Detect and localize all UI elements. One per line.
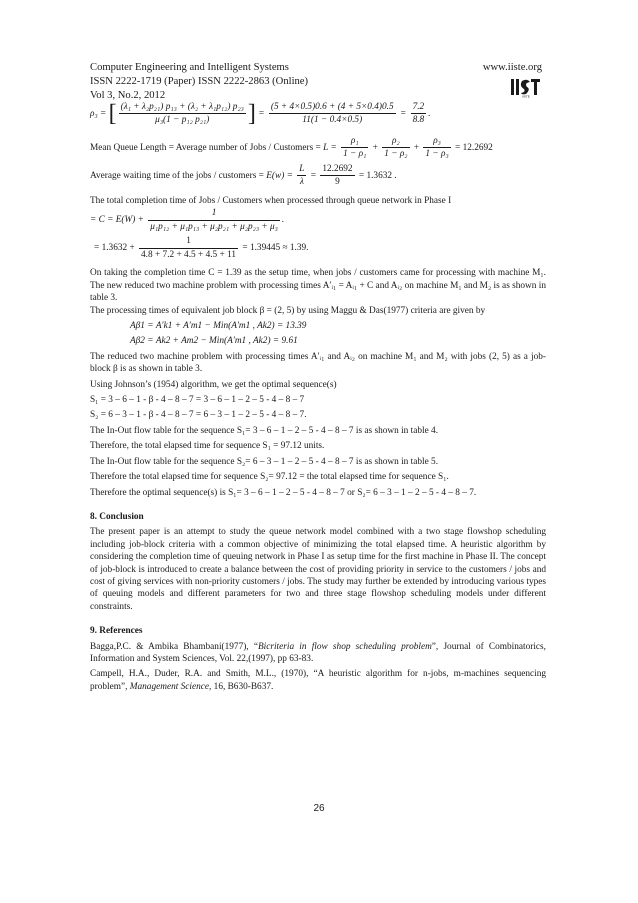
- rho3-fraction-value: [411, 101, 427, 127]
- mql-n2: ρ₂: [382, 135, 409, 148]
- mql-label: Mean Queue Length = Average number of Jobs / Customers =: [90, 143, 321, 154]
- tct2-num: 1: [139, 235, 238, 248]
- equation-a-beta2: Aβ2 = Ak2 + Am2 − Min(A′m1 , Ak2) = 9.61: [130, 336, 298, 347]
- awt-n1: L: [297, 163, 306, 176]
- total-completion-equation: [90, 207, 546, 235]
- sequence-s2: S₂ = 6 – 3 – 1 - β - 4 – 8 – 7 = 6 – 3 – 1 – 2 – 5 - 4 – 8 – 7.: [90, 410, 307, 421]
- awt-d1: λ: [299, 177, 304, 188]
- paragraph-setup-time: On taking the completion time C = 1.39 as the setup time, when jobs / customers came for processing with machine M₁. The new reduced two machine problem with processing times A′ᵢ₁ = Aᵢ₁ + C and Aᵢ₂ on machine M₁ and M₂ is as shown in table 3.: [90, 268, 546, 304]
- mean-queue-length-line: [90, 135, 546, 163]
- tct-den: μ₁p₁₂ + μ₁p₁₃ + μ₂p₂₁ + μ₂p₂₃ + μ₃: [150, 221, 278, 232]
- tct2-fraction: [139, 235, 238, 261]
- awt-d2: 9: [335, 177, 340, 188]
- rho3-fraction-symbolic: [119, 101, 246, 127]
- paragraph-reduced-problem: The reduced two machine problem with processing times A′ᵢ₁ and Aᵢ₂ on machine M₁ and M₂ with jobs (2, 5) as a job-block β is as shown in table 3.: [90, 351, 546, 375]
- mql-result: = 12.2692: [455, 143, 493, 154]
- volume-line: Vol 3, No.2, 2012: [90, 90, 166, 101]
- conclusion-heading: 8. Conclusion: [90, 511, 144, 522]
- rho3-numerator: (λ₁ + λ₂p₂₁) p₁₃ + (λ₂ + λ₁p₁₂) p₂₃: [119, 101, 246, 114]
- mql-n3: ρ₃: [423, 135, 450, 148]
- reference-campell-journal: Management Science: [129, 681, 210, 692]
- inout-table-s2: The In-Out flow table for the sequence S₂= 6 – 3 – 1 – 2 – 5 - 4 – 8 – 7 is as shown in table 5.: [90, 456, 439, 467]
- references-heading: 9. References: [90, 626, 143, 637]
- paragraph-job-block: The processing times of equivalent job block β = (2, 5) by using Maggu & Das(1977) criteria are given by: [90, 305, 486, 316]
- conclusion-text: The present paper is an attempt to study the queue network model combined with a two stage flowshop scheduling including job-block criteria with a common objective of minimizing the total elapsed time. A heuristic algorithm by considering the completion time of queuing network in Phase I as setup time for the first machine in Phase II. The concept of job-block is introduced to create a balance between the cost of providing priority in service to the customers / jobs and cost of giving services with non-priority customers / jobs. The study may further be extended by introducing various types of queuing models and different parameters for two and three stage flowshop scheduling models under different constraints.: [90, 527, 546, 612]
- mql-frac-3: [423, 135, 450, 161]
- mql-d2: 1 − ρ₂: [384, 149, 408, 160]
- total-completion-numeric: [90, 235, 546, 263]
- awt-Ew: E(w) =: [266, 171, 293, 182]
- elapsed-time-s1: Therefore, the total elapsed time for sequence S₁ = 97.12 units.: [90, 441, 325, 452]
- tct2-lhs: = 1.3632 +: [94, 243, 135, 254]
- awt-label: Average waiting time of the jobs / customers =: [90, 171, 264, 182]
- rho3-denominator: μ₃(1 − p₁₂ p₂₁): [155, 115, 210, 126]
- tct-lhs: = C = E(W) +: [90, 215, 144, 226]
- rho3-fraction-numeric: [269, 101, 396, 127]
- rho3-equation: [90, 101, 546, 131]
- mql-d1: 1 − ρ₁: [343, 149, 367, 160]
- iiste-logo: [509, 76, 543, 98]
- reference-campell: [90, 668, 546, 693]
- awt-frac-2: [320, 163, 354, 189]
- awt-frac-1: [297, 163, 306, 189]
- rho3-numeric-numerator: (5 + 4×0.5)0.6 + (4 + 5×0.4)0.5: [269, 101, 396, 114]
- reference-bagga-title: Bicriteria in flow shop scheduling problem: [257, 641, 432, 652]
- rho3-lhs: ρ₃ =: [90, 109, 107, 120]
- rho3-numeric-denominator: 11(1 − 0.4×0.5): [302, 115, 363, 126]
- mql-L: L =: [323, 143, 337, 154]
- plus-sign-1: +: [372, 143, 378, 154]
- total-completion-text: The total completion time of Jobs / Customers when processed through queue network in Phase I: [90, 196, 452, 206]
- reference-campell-authors: Campell, H.A., Duder, R.A. and Smith, M.L., (1970), “A heuristic algorithm for n-jobs, m-machines sequencing problem”,: [90, 669, 546, 692]
- left-bracket: [: [108, 100, 117, 127]
- optimal-sequence: Therefore the optimal sequence(s) is S₁= 3 – 6 – 1 – 2 – 5 - 4 – 8 – 7 or S₂= 6 – 3 – 1 – 2 – 5 - 4 – 8 – 7.: [90, 487, 477, 498]
- mql-n1: ρ₁: [341, 135, 368, 148]
- svg-text:IISTE: IISTE: [522, 94, 530, 98]
- page-number: 26: [313, 803, 325, 814]
- elapsed-time-s2: Therefore the total elapsed time for sequence S₂= 97.12 = the total elapsed time for sequence S₁.: [90, 472, 449, 483]
- tct-fraction: [148, 207, 280, 233]
- average-waiting-time-line: [90, 163, 546, 191]
- equals-sign: =: [258, 109, 265, 120]
- equation-a-beta1: Aβ1 = A′k1 + A′m1 − Min(A′m1 , Ak2) = 13.39: [130, 321, 307, 332]
- equals-sign-2: =: [399, 109, 407, 120]
- mql-d3: 1 − ρ₃: [425, 149, 449, 160]
- tct-num: 1: [148, 207, 280, 220]
- right-bracket: ]: [247, 100, 256, 127]
- rho3-period: .: [428, 109, 431, 120]
- reference-campell-pages: , 16, B630-B637.: [209, 681, 274, 692]
- awt-equals: =: [310, 171, 316, 182]
- tct2-den: 4.8 + 7.2 + 4.5 + 4.5 + 11: [141, 249, 237, 260]
- awt-result: = 1.3632 .: [358, 171, 397, 182]
- sequence-s1: S₁ = 3 – 6 – 1 - β - 4 – 8 – 7 = 3 – 6 – 1 – 2 – 5 - 4 – 8 – 7: [90, 395, 305, 406]
- awt-n2: 12.2692: [320, 163, 354, 176]
- rho3-value-numerator: 7.2: [411, 101, 427, 114]
- reference-bagga-authors: Bagga,P.C. & Ambika Bhambani(1977), “: [90, 641, 258, 652]
- page-body: [90, 101, 546, 693]
- tct-period: .: [281, 215, 285, 226]
- issn-line: ISSN 2222-1719 (Paper) ISSN 2222-2863 (Online): [90, 76, 309, 87]
- reference-bagga-source: ”, Journal of Combinatorics, Information and System Sciences, Vol. 22,(1997), pp 63-83.: [90, 641, 547, 664]
- plus-sign-2: +: [413, 143, 420, 154]
- reference-bagga: [90, 641, 546, 666]
- tct2-result: = 1.39445 ≈ 1.39.: [242, 243, 309, 254]
- rho3-value-denominator: 8.8: [412, 115, 425, 126]
- journal-website-link[interactable]: www.iiste.org: [482, 62, 542, 73]
- mql-frac-1: [341, 135, 368, 161]
- inout-table-s1: The In-Out flow table for the sequence S₁= 3 – 6 – 1 – 2 – 5 - 4 – 8 – 7 is as shown in table 4.: [90, 425, 439, 436]
- journal-title: Computer Engineering and Intelligent Systems: [90, 62, 289, 73]
- mql-frac-2: [382, 135, 409, 161]
- paragraph-johnson: Using Johnson’s (1954) algorithm, we get the optimal sequence(s): [90, 379, 337, 390]
